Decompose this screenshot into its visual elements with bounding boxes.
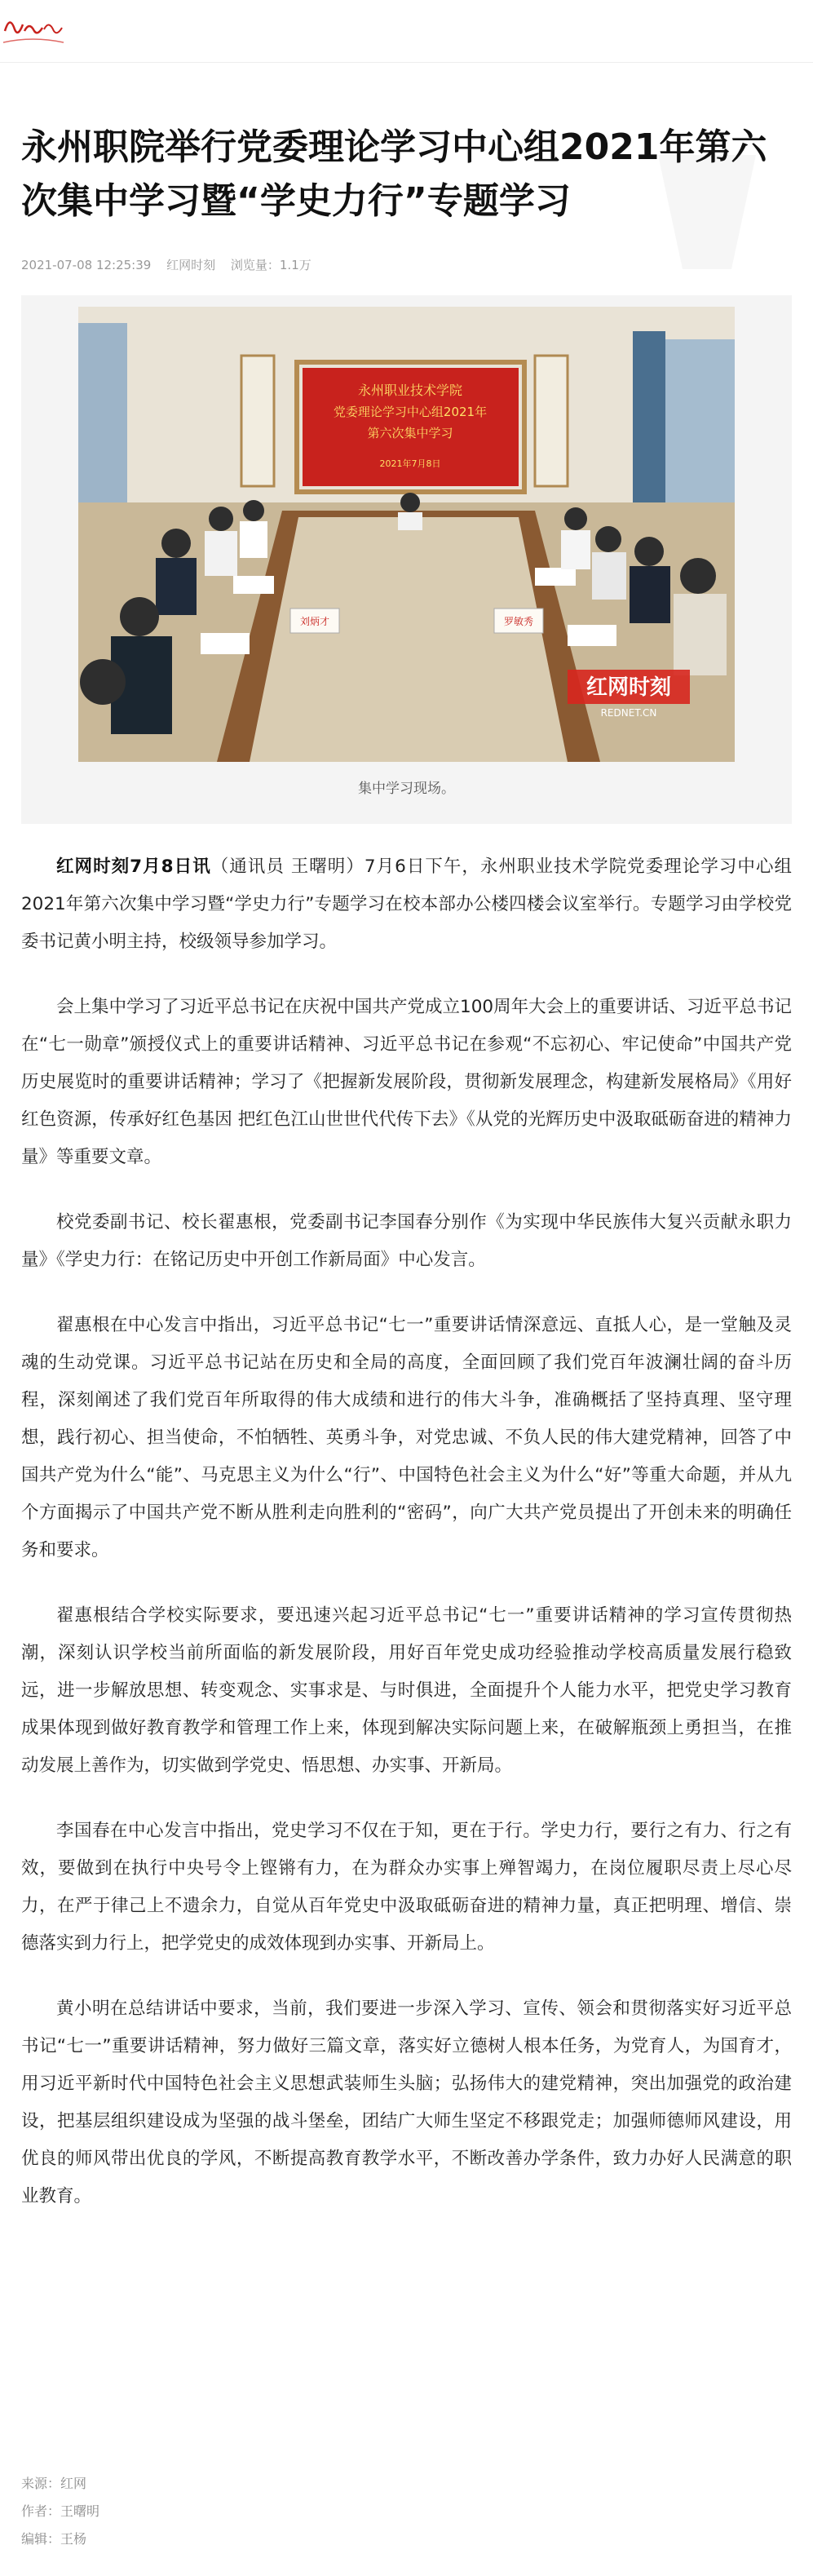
paragraph-text: 会上集中学习了习近平总书记在庆祝中国共产党成立100周年大会上的重要讲话、习近平总书记在“七一勋章”颁授仪式上的重要讲话精神、习近平总书记在参观“不忘初心、牢记使命”中国共产党历史展览时的重要讲话精神；学习了《把握新发展阶段，贯彻新发展理念，构建新发展格局》《用好红色资源，传承好红色基因 把红色江山世世代代传下去》《从党的光辉历史中汲取砥砺奋进的精神力量》等重要文章。: [21, 997, 792, 1167]
article-body: [21, 848, 792, 2243]
view-count: 浏览量：1.1万: [230, 258, 312, 272]
article-footer: [21, 2470, 99, 2553]
paragraph-3: [21, 1204, 792, 1279]
article-channel[interactable]: 红网时刻: [166, 258, 216, 272]
paragraph-text: 翟惠根结合学校实际要求，要迅速兴起习近平总书记“七一”重要讲话精神的学习宣传贯彻热潮，深刻认识学校当前所面临的新发展阶段，用好百年党史成功经验推动学校高质量发展行稳致远，进一步解放思想、转变观念、实事求是、与时俱进，全面提升个人能力水平，把党史学习教育成果体现到做好教育教学和管理工作上来，体现到解决实际问题上来，在破解瓶颈上勇担当，在推动发展上善作为，切实做到学党史、悟思想、办实事、开新局。: [21, 1605, 792, 1776]
paragraph-4: [21, 1307, 792, 1569]
logo-mark-icon: [0, 7, 65, 52]
site-logo[interactable]: [0, 7, 65, 52]
article-meta: [21, 256, 323, 273]
banner-line1: 永州职业技术学院: [357, 383, 463, 398]
meeting-photo: [78, 307, 735, 762]
article-title: 永州职院举行党委理论学习中心组2021年第六次集中学习暨“学史力行”专题学习: [21, 126, 767, 222]
nameplate-left: 刘炳才: [299, 616, 330, 627]
photo-watermark-brand: 红网时刻: [585, 675, 672, 700]
banner-date: 2021年7月8日: [379, 458, 441, 469]
article-editor: 编辑：王杨: [21, 2531, 87, 2547]
banner-line3: 第六次集中学习: [367, 426, 453, 440]
figure-caption: 集中学习现场。: [358, 781, 455, 797]
dateline: 红网时刻7月8日讯: [56, 856, 211, 877]
paragraph-6: [21, 1812, 792, 1963]
article-author: 作者：王曙明: [21, 2503, 100, 2519]
article-figure: [21, 295, 792, 824]
paragraph-2: [21, 989, 792, 1176]
paragraph-7: [21, 1990, 792, 2215]
publish-datetime: 2021-07-08 12:25:39: [21, 258, 152, 272]
paragraph-text: 李国春在中心发言中指出，党史学习不仅在于知，更在于行。学史力行，要行之有力、行之有效，要做到在执行中央号令上铿锵有力，在为群众办实事上殚智竭力，在岗位履职尽责上尽心尽力，在严于律己上不遗余力，自觉从百年党史中汲取砥砺奋进的精神力量，真正把明理、增信、崇德落实到力行上，把学党史的成效体现到办实事、开新局上。: [21, 1821, 792, 1954]
paragraph-5: [21, 1597, 792, 1785]
paragraph-text: （通讯员 王曙明）7月6日下午，永州职业技术学院党委理论学习中心组2021年第六次集中学习暨“学史力行”专题学习在校本部办公楼四楼会议室举行。专题学习由学校党委书记黄小明主持，校级领导参加学习。: [21, 856, 793, 952]
paragraph-1: [21, 848, 792, 961]
paragraph-text: 黄小明在总结讲话中要求，当前，我们要进一步深入学习、宣传、领会和贯彻落实好习近平总书记“七一”重要讲话精神，努力做好三篇文章，落实好立德树人根本任务，为党育人，为国育才，用习近平新时代中国特色社会主义思想武装师生头脑；弘扬伟大的建党精神，突出加强党的政治建设，把基层组织建设成为坚强的战斗堡垒，团结广大师生坚定不移跟党走；加强师德师风建设，用优良的师风带出优良的学风，不断提高教育教学水平，不断改善办学条件，致力办好人民满意的职业教育。: [21, 1998, 792, 2206]
nameplate-right: 罗敏秀: [503, 616, 534, 627]
paragraph-text: 翟惠根在中心发言中指出，习近平总书记“七一”重要讲话情深意远、直抵人心，是一堂触及灵魂的生动党课。习近平总书记站在历史和全局的高度，全面回顾了我们党百年波澜壮阔的奋斗历程，深刻阐述了我们党百年所取得的伟大成绩和进行的伟大斗争，准确概括了坚持真理、坚守理想，践行初心、担当使命，不怕牺牲、英勇斗争，对党忠诚、不负人民的伟大建党精神，回答了中国共产党为什么“能”、马克思主义为什么“行”、中国特色社会主义为什么“好”等重大命题，并从九个方面揭示了中国共产党不断从胜利走向胜利的“密码”，向广大共产党员提出了开创未来的明确任务和要求。: [21, 1315, 792, 1560]
photo-watermark-url: REDNET.CN: [600, 707, 657, 719]
paragraph-text: 校党委副书记、校长翟惠根，党委副书记李国春分别作《为实现中华民族伟大复兴贡献永职力量》《学史力行：在铭记历史中开创工作新局面》中心发言。: [21, 1212, 792, 1270]
article-source: 来源：红网: [21, 2476, 87, 2491]
banner-line2: 党委理论学习中心组2021年: [333, 405, 488, 419]
top-bar: [0, 0, 813, 63]
